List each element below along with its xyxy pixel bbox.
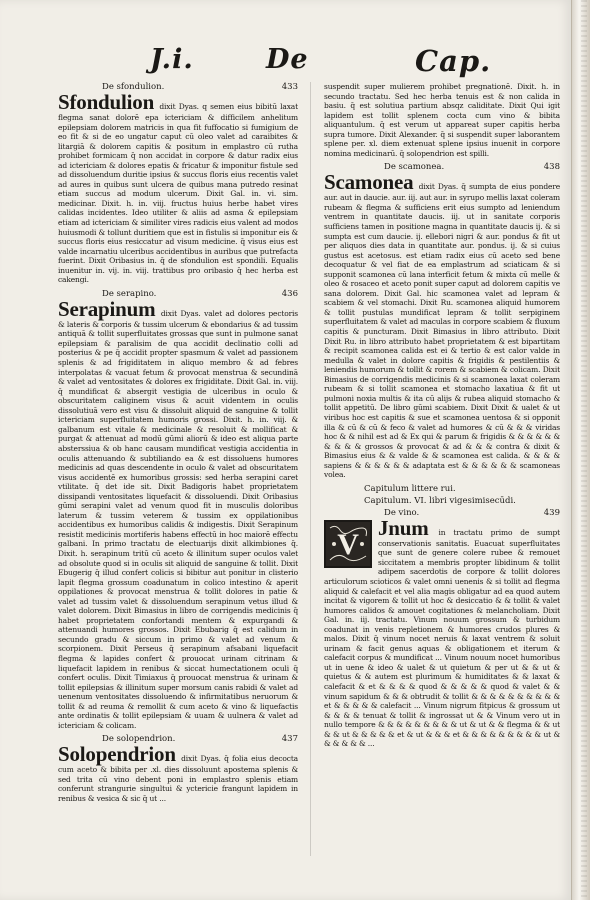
decorated-initial-icon [324,520,372,568]
entry-lead-text: dixit Dyas. q̄ sumpta de eius pondere aur. aut in daucie. aur. iij. aut aur. in [324,182,560,203]
entry-body [324,515,560,749]
left-column [58,82,298,884]
entry-lead-text: in tractatu primo de sumpt [438,527,560,537]
entry-text: & tollit superfluitates grossas que sunt in pulmone sanat epilepsiam & paralisim de qua accidit declinatio colli ad posterius & pe q̄ accidit propter spasmum & valet ad passionem splenis & ad frigiditatem in aliquo membro & ad febres interpolatas & vacuat fetum & provocat menstrua & secundinā & valet ad ventositates & dolores ex frigiditate. Dixit Gal. in. viij. q̄ mundificat & absergit vestigia de ulceribus in oculo & obscuritatem caliginem visus & acuit videntem in oculis dissolutiuā vero est visu & dissoluit aliquid de sanguine & tollit ictericiam superfluitatem humoris grossi. Dixit. h. in. viij. & galbanum est vitale & medicinale & resoluit & mollificat & purgat & attenuat ad modū gūmi aliorū & ideo est aliqua parte absterssiua & ob hanc causam mundificat vestigia accidentia in oculis attenuando & subtiliando ea & est dissoluens humores medicinis ad quas descendente in oculo & valet ad obscuritatem visus accidentē ex humoribus grossis: sed herba serapini caret vtilitate. q̄ det ide sit. Dixit Badigoris habet proprietatem dissipandi ventositates liquefacit & dissoluendi. Dixit Oribasius gūmi serapini valet ad venum quod fit in musculis doloribus laterum & tussim veterem & tussim ex oppilationibus accidentibus ex humoribus calidis & indigestis. Dixit Serapinum resistit medicinis mortiferis habens effectū in hoc maiorē effectu galbani. In primo tractatu de electuarijs dixit alkimbiones q̄. Dixit. h. serapinum tritū cū aceto & illinitum super oculos valet ad obsolute quod si in oculis sit aliquid de sanguine & tollit. Dixit Ebugerig q̄ illud confert colicis si bibitur aut ponitur in clisterio lapit flegma grossum coadunatum in colico intestino & aperit oppilationes & provocat menstrua & tollit dolores in patie & valet ad tussim valet & dissoluendum serapinum vetus illud & valet dolorem. Dixit Bimasius in libro de corrigendis medicinis q̄ habet proprietatem confortandi mentem & expurgandi & attenuandi humores grossos. Dixit Ebubarig q̄ est calidum in secundo gradu & siccum in primo & valet ad venum & scorpionem. Dixit Perseus q̄ serapinum afsabani liquefacit flegma & lapides confert & prouocat urinam citrinam & liquefacit lapidem in renibus & siccat humectationem oculi q̄ confert oculis. Dixit Timiaxus q̄ prouocat menstrua & urinam & tollit epilepsias & illinitum super morsum canis rabidi & valet ad uenenum ventositates dissoluendo & infirmitatibus neruorum & tollit & ad reuma & remollit & cum aceto & vino & liquefactis ante ordinatis & tollit epilepsiam & uuam & uulnera & valet ad ictericiam & colicam. [58,329,298,730]
entry-text: laxat flegma sanat dolorē epa ictericiam & difficilem anhelitum epilepsiam dolorem matricis in qua fit fuffocatio si fumigium de eo fit & si de eo ungatur caput cū oleo valet ad caraibites & litargiā & dolorem capitis & positum in emplastro cū rutha prohibet formicam q̄ non accidat in corpore & datur radix eius ad ictericiam & dolores epatis & fricatur & imponitur fistule sed ad dissoluendum duritie ipsius & succus floris eius recentis valet ad aures in quibus sunt ulcera de quibus mana putredo resinat etiam succus ad modum ulcerum. Dixit Gal. in. vi. sim. medicinar. Dixit. h. in. viij. fructus huius herbe habet vires calidas incidentes. Ideo utiliter & aliis ad asma & epilepsiam etiam ad ictericiam & similiter vires radicis eius valent ad modos huiusmodi & tollunt duritiem que est in fistulis si imponitur eis & succus floris eius resiccatur ad visum medicine. q̄ visus eius est valde incarnatiu ulceribus accidentibus in auribus que putrefacta fuerint. Dixit Oribasius in. q̄ de sfondulion est spondili. Equalis inuenitur in. vij. in. viij. trattibus pro oribasio q̄ hec herba est cakengi. [58,102,298,285]
entry-serapinum [58,289,298,731]
entry-lemma: Scamonea [324,170,414,195]
entry-text: conservationis sanitatis. Euacuat superfluitates que sunt de genere colere rubee & remouet siccitatem a membris propter libidinum & tollit adipem sacerdotis de corpore & tollit dolores articulorum scioticos & valet omni uenenis & si tollit ad flegma aliquid & calefacit et vel alia magis obligatur ad ea quod autem incitat & vigorem & tollit ut hoc & desiccatio & & tollit & valet humores calidos & amouet cogitationes & melancholiam. Dixit Gal. in. iij. tractatu. Vinum nouum grossum & turbidum coadunat in venis repletionem & humores crudos plures & malos. Dixit q̄ vinum nocet neruis & laxat ventrem & soluit urinam & facit genus aquas & obligationem et iterum & calefacit corpus & mundificat ... Vinum nouum nocet humoribus ut in uene & ideo & ualet & ut quietum & per ut & & ut & quietus & & autem est plurimum & humiditates & & laxat & calefacit & et & & & & quod & & & & & quod & valet & & vinum sapidum & & & obtrudit & tollit & & & & & & & & & & et & & & & & calefacit ... Vinum nigrum fitpicus & grossum ut & & & & tenuat & tollit & ingrossat ut & & Vinum vero ut in nullo tempore & & & & & & & & & ut & ut & & flegma & & ut & & ut & & & & & et & ut & & & et & & & & & & & & & ut & & & & & & ... [324,538,560,749]
entry-number: 433 [281,82,298,92]
entry-sfondulion [58,82,298,285]
header-title-cap: Cap. [415,44,492,78]
entry-lemma: Serapinum [58,296,156,321]
entry-number: 436 [281,288,298,299]
entry-text: syrupo mellis laxat coleram rubeam & flegma & sufficiens erit eius sumpto ad leniendum ventrem in quantitate daucis. iij. ut in sanitate corporis sufficiens tamen in positione magna in quantitate daucis ij. & si sumpta est cum daucie. ij. ellebori nigri & aur. pondus & fit ut per aliquos dies data in quantitate aur. pondus. ij. & si cuius gustus est acetosus. est etiam radix eius cū aceto sed bene decoquatur & vel fiat de ea emplastrum ad sciaticam & si supponit scamonea cū lana interficit fetum & mixta cū melle & oleo & rosaceo et aceto ponit super caput ad dolorem capitis ve sana dolorem. Dixit Gal. hic scamonea valet ad lepram & scabiem & vel stomachi. Dixit Ru. scamonea aliquid humorem & tollit pustulas mundificat lepram & tollit serpiginem superfluitatem & valet ad maculas in corpore scabiem & fluxum capitis & puncturam. Dixit Bimasius in libro attributo. Dixit Dixit Ru. in libro attributo habet proprietatem & est bipartitam & recipit scamonea calida est ei & tertio & est calor valde in medulla & valet in dolore capitis & frigidis & pestilentiis & leniendis humorum & tollit & rorem & scabiem & colicam. Dixit Bimasius de corrigendis medicinis & si scamonea laxat coleram rubeam & si tollit scamonea et stomacho laxatiua & fit ut pulmoni noxia multis & ita cū alijs & rubea aliquid stomacho & tollit appetitū. De libro gūmi scabiem. Dixit Dixit & ualet & ut viribus hoc est capitis & sue et scamonea uentosa & si opponit illa & cū & cū & feco & valet ad humores & cū & & & viridas hoc & & nihil est ad & Ex qui & parum & frigidis & & & & & & & & & & grossos & provocat & ad & & & contra & dixit & Bimasius eius & & valde & & scamonea est calida. & & & & sapiens & & & & & & adaptata est & & & & & & scamoneas volea. [324,193,560,480]
entry-body: suspendit super mulierem prohibet pregnationē. Dixit. h. in secundo tractatu. Sed hec herba tenuis est & non calida in basiu. q̄ est solutiua partium absqz caliditate. Dixit Qui igit lapidem est tollit splenem cocta cum vino & bibita aliquantulum. q̄ est verum ut appareat super capitis herba supra tumore. Dixit Alexander. q̄ si suspendit super laborantem splene per. xl. diem extenuat splene ipsius inuenit in corpore nomina medicinarū. q̄ solopendrion est spilli. [324,82,560,158]
entry-caption: De serapino. [102,288,157,299]
chapter-block [324,484,560,749]
entry-body [58,92,298,285]
entry-lemma: Sfondulion [58,90,155,114]
entry-solopendrion [58,734,298,803]
column-divider [310,82,311,856]
entry-number: 438 [543,162,560,173]
header-title-de: De [266,44,309,75]
entry-number: 437 [281,734,298,745]
entry-scamonea [324,162,560,479]
entry-body [58,744,298,803]
entry-subhead [324,508,560,518]
entry-body [324,172,560,479]
entry-caption: De sfondulion. [102,82,165,92]
entry-body [58,296,298,731]
running-header [0,44,572,84]
entry-continuation [324,82,560,158]
entry-lead-text: dixit Dyas. q semen eius bibitū [159,102,277,111]
entry-lemma: Jnum [378,515,429,540]
entry-lead-text: dixit Dyas. valet ad dolores pectoris & lateris & corporis & tussim ulcerum & ebondarius & ad tussim antiquā [58,308,298,339]
entry-lemma: Solopendrion [58,742,176,767]
header-folio-left: J.i. [150,44,194,75]
entry-caption: De scamonea. [384,162,445,173]
chapter-caption: Capitulum. VI. libri vigesimisecūdi. [364,495,516,506]
chapter-caption: Capitulum littere rui. [364,483,456,494]
entry-lead-text: dixit Dyas. q̄ folia eius decocta cum aceto & bibita per .xl. [58,754,298,775]
right-column [324,82,560,884]
svg-text:V: V [337,527,359,561]
entry-caption: De solopendrion. [102,734,176,745]
page-edge-stack [581,0,587,900]
entry-text: dies dissoluunt apostema splenis & sed trita cū vino debent poni in emplastro splenis etiam conferunt strangurie singultui & yctericie frangunt lapidem in renibus & vesica & sic q̄ ut ... [58,765,298,803]
entry-caption: De vino. [384,507,420,518]
entry-number: 439 [543,507,560,518]
